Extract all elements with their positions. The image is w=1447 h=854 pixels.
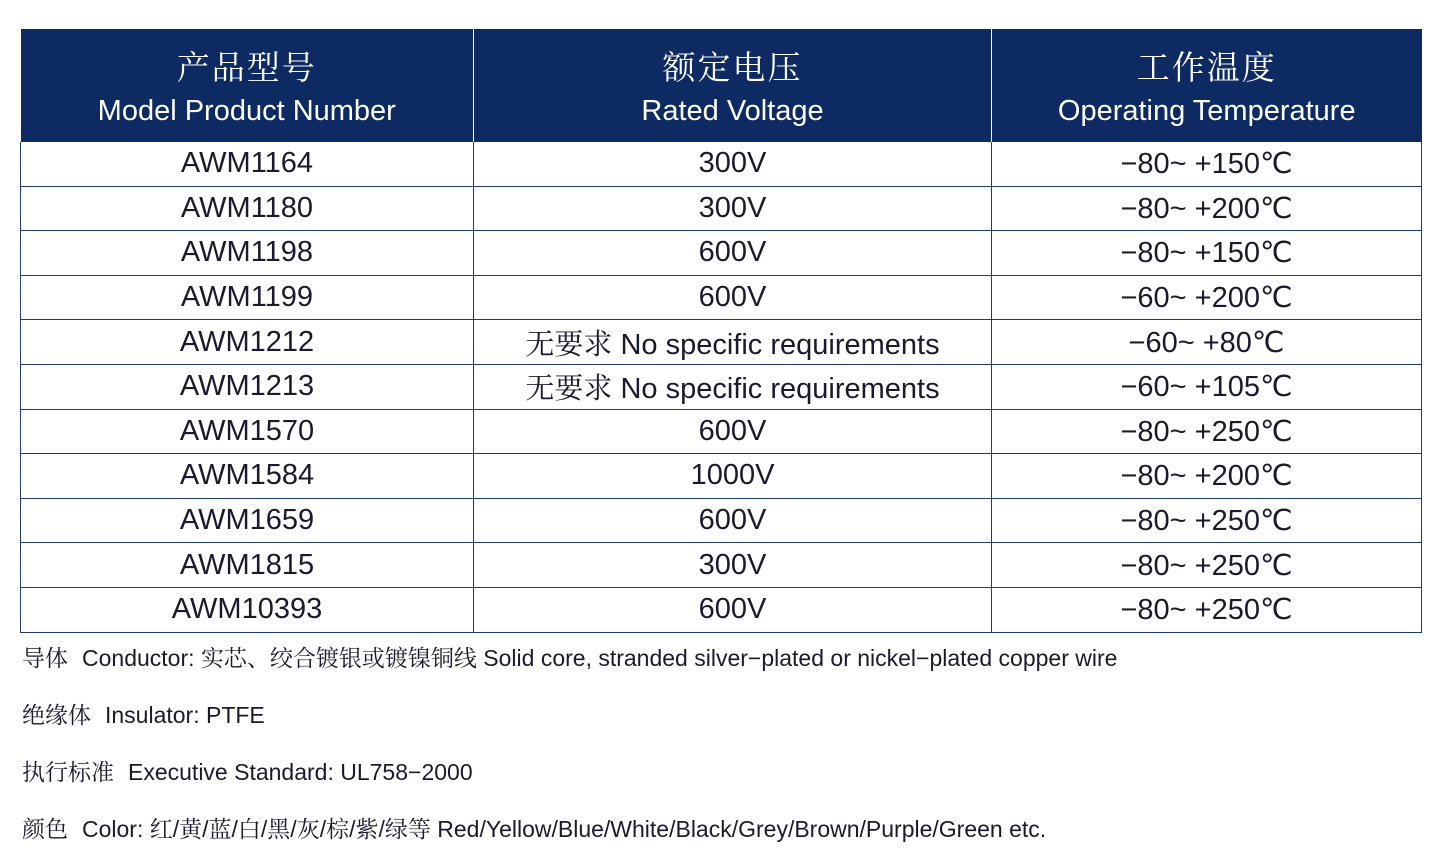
cell-temperature: −80~ +250℃ <box>992 543 1422 588</box>
table-row <box>21 275 1422 320</box>
cell-model: AWM1198 <box>21 231 474 276</box>
cell-temperature: −80~ +250℃ <box>992 498 1422 543</box>
cell-voltage: 无要求 No specific requirements <box>474 364 992 409</box>
cell-temperature: −80~ +150℃ <box>992 231 1422 276</box>
cell-voltage: 300V <box>474 543 992 588</box>
cell-voltage: 600V <box>474 275 992 320</box>
cell-temperature: −60~ +200℃ <box>992 275 1422 320</box>
header-row <box>21 29 1422 142</box>
cell-voltage: 600V <box>474 587 992 632</box>
cell-temperature: −60~ +80℃ <box>992 320 1422 365</box>
note-color <box>22 812 1422 846</box>
cell-temperature: −80~ +200℃ <box>992 186 1422 231</box>
cell-voltage: 300V <box>474 142 992 186</box>
table-row <box>21 186 1422 231</box>
header-model-zh: 产品型号 <box>176 48 317 86</box>
note-insulator-label: 绝缘体 <box>22 702 91 728</box>
cell-voltage: 600V <box>474 231 992 276</box>
cell-model: AWM10393 <box>21 587 474 632</box>
cell-model: AWM1164 <box>21 142 474 186</box>
table-row <box>21 587 1422 632</box>
cell-model: AWM1659 <box>21 498 474 543</box>
note-standard-text: Executive Standard: UL758−2000 <box>128 759 473 785</box>
spec-table <box>20 29 1422 633</box>
cell-temperature: −80~ +250℃ <box>992 587 1422 632</box>
table-row <box>21 498 1422 543</box>
table-row <box>21 454 1422 499</box>
cell-model: AWM1199 <box>21 275 474 320</box>
table-row <box>21 543 1422 588</box>
cell-model: AWM1815 <box>21 543 474 588</box>
spec-notes <box>22 641 1422 846</box>
cell-temperature: −60~ +105℃ <box>992 364 1422 409</box>
note-insulator-text: Insulator: PTFE <box>105 702 265 728</box>
note-conductor-label: 导体 <box>22 645 68 671</box>
cell-model: AWM1180 <box>21 186 474 231</box>
cell-voltage: 600V <box>474 498 992 543</box>
note-conductor <box>22 641 1422 675</box>
note-conductor-text: Conductor: 实芯、绞合镀银或镀镍铜线 Solid core, stranded silver−plated or nickel−plated copper wire <box>82 645 1118 671</box>
header-temperature <box>992 29 1422 142</box>
cell-voltage: 无要求 No specific requirements <box>474 320 992 365</box>
note-standard <box>22 755 1422 789</box>
table-row <box>21 320 1422 365</box>
header-model <box>21 29 474 142</box>
cell-voltage: 600V <box>474 409 992 454</box>
cell-voltage: 1000V <box>474 454 992 499</box>
table-body <box>21 142 1422 632</box>
cell-model: AWM1213 <box>21 364 474 409</box>
cell-model: AWM1584 <box>21 454 474 499</box>
header-model-en: Model Product Number <box>97 94 396 127</box>
note-color-text: Color: 红/黄/蓝/白/黑/灰/棕/紫/绿等 Red/Yellow/Blue/White/Black/Grey/Brown/Purple/Green etc. <box>82 816 1047 842</box>
table-row <box>21 142 1422 186</box>
header-voltage-zh: 额定电压 <box>662 48 803 86</box>
note-standard-label: 执行标准 <box>22 759 114 785</box>
cell-model: AWM1212 <box>21 320 474 365</box>
header-temperature-zh: 工作温度 <box>1136 48 1277 86</box>
table-row <box>21 364 1422 409</box>
header-temperature-en: Operating Temperature <box>1057 94 1356 127</box>
note-color-label: 颜色 <box>22 816 68 842</box>
cell-model: AWM1570 <box>21 409 474 454</box>
cell-temperature: −80~ +250℃ <box>992 409 1422 454</box>
note-insulator <box>22 698 1422 732</box>
header-voltage <box>474 29 992 142</box>
cell-temperature: −80~ +150℃ <box>992 142 1422 186</box>
cell-voltage: 300V <box>474 186 992 231</box>
table-row <box>21 409 1422 454</box>
header-voltage-en: Rated Voltage <box>641 94 824 127</box>
cell-temperature: −80~ +200℃ <box>992 454 1422 499</box>
table-row <box>21 231 1422 276</box>
